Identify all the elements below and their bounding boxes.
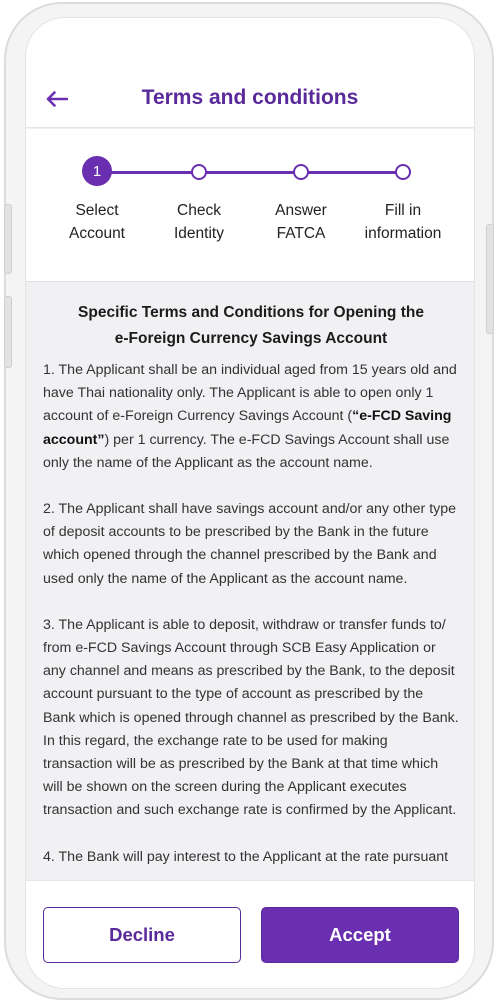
account-term-bold: “e-FCD Saving account” <box>43 408 452 448</box>
step-4-label: Fill in information <box>364 202 442 242</box>
terms-paragraph-4: 4. The Bank will pay interest to the Applicant at the rate pursuant <box>43 848 449 865</box>
terms-paragraph-2: 2. The Applicant shall have savings account and/or any other type of deposit accounts to be prescribed by the Bank in the future which opened through the channel prescribed by the Bank and used only the name of the Applicant as the account name. <box>43 501 457 587</box>
terms-paragraph-1: 1. The Applicant shall be an individual aged from 15 years old and have Thai nationality only. The Applicant is able to open only 1 account of e-Foreign Currency Savings Account (“e-FCD Saving account”) per 1 currency. The e-FCD Savings Account shall use only the name of the Applicant as the account name. <box>43 362 457 471</box>
progress-stepper <box>26 129 474 282</box>
app-screen <box>25 17 475 989</box>
step-1-label: Select Account <box>68 202 125 242</box>
step-3-label: Answer FATCA <box>275 202 327 242</box>
step-1-indicator <box>82 156 112 186</box>
volume-down-button <box>4 296 12 368</box>
page-title: Terms and conditions <box>141 86 359 109</box>
action-footer <box>26 880 474 989</box>
terms-content[interactable] <box>26 282 474 882</box>
accept-button[interactable]: Accept <box>261 907 459 963</box>
step-4-indicator <box>395 164 411 180</box>
power-button <box>486 224 494 334</box>
step-number: 1 <box>92 162 102 180</box>
stepper-connector <box>97 171 403 174</box>
terms-paragraph-3: 3. The Applicant is able to deposit, withdraw or transfer funds to/ from e-FCD Savings Account through SCB Easy Application or any channel and means as prescribed by the Bank, to the deposit account pursuant to the type of account as prescribed by the Bank which is opened through channel as prescribed by the Bank. In this regard, the exchange rate to be used for making transaction will be as prescribed by the Bank at that time which will be shown on the screen during the Applicant executes transaction and such exchange rate is confirmed by the Applicant. <box>43 616 459 819</box>
step-3-indicator <box>293 164 309 180</box>
volume-up-button <box>4 204 12 274</box>
terms-heading: Specific Terms and Conditions for Opening the e-Foreign Currency Savings Account <box>78 304 424 347</box>
step-2-label: Check Identity <box>174 202 224 242</box>
header-bar <box>26 18 474 128</box>
step-2-indicator <box>191 164 207 180</box>
decline-button[interactable]: Decline <box>43 907 241 963</box>
